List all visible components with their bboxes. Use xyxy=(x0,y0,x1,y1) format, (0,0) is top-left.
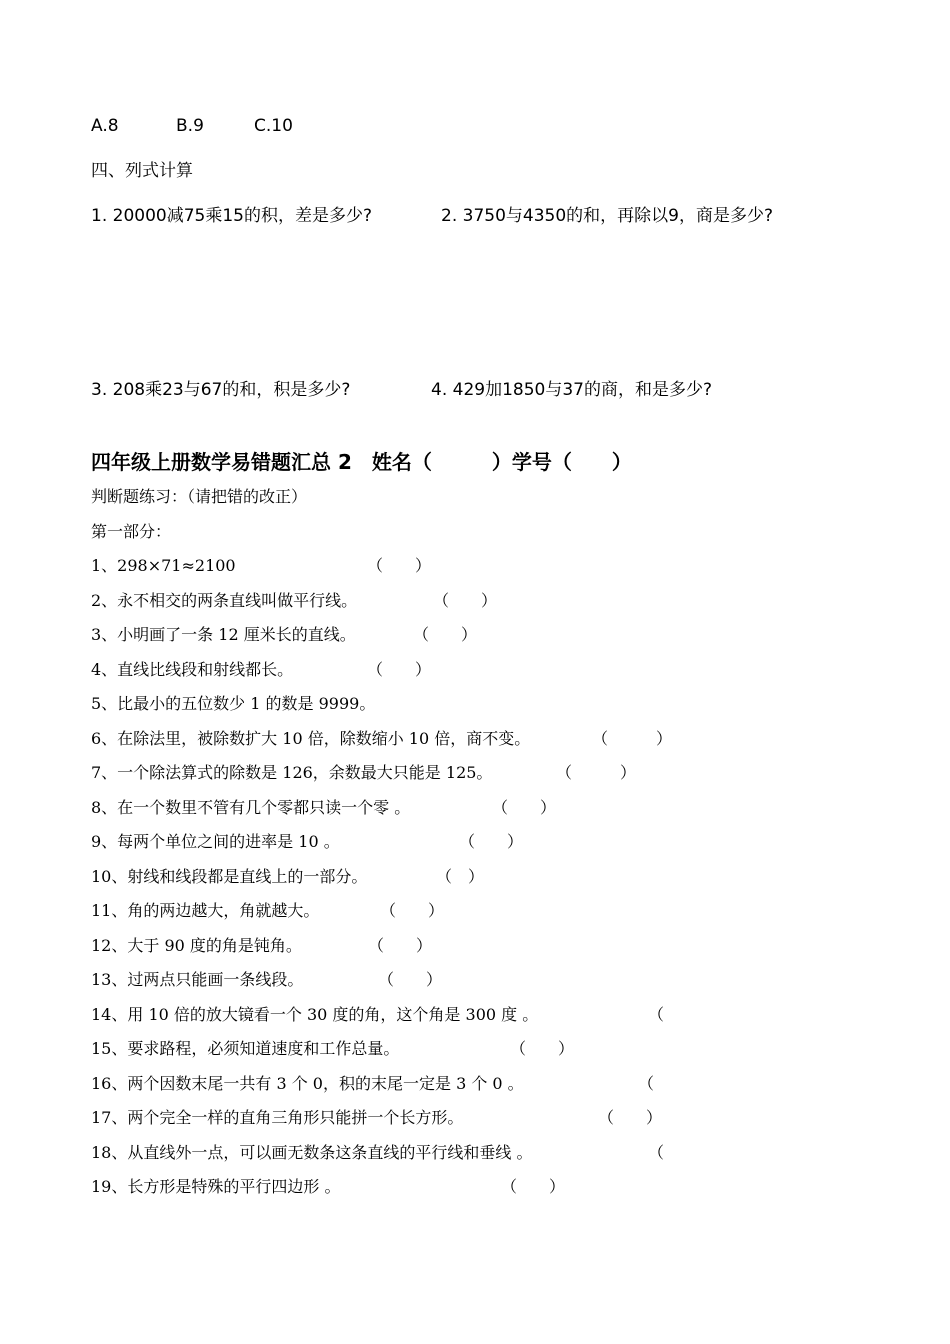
answer-blank-14[interactable]: （ xyxy=(648,1004,665,1024)
answer-blank-8[interactable]: （ ） xyxy=(492,797,557,817)
statement-8: 8、在一个数里不管有几个零都只读一个零 。 xyxy=(91,797,411,817)
answer-blank-16[interactable]: （ xyxy=(638,1073,655,1093)
statement-11: 11、角的两边越大，角就越大。 xyxy=(91,901,320,920)
calc-problem-4: 4. 429加1850与37的商，和是多少? xyxy=(431,380,712,400)
statement-1: 1、298×71≈2100 xyxy=(91,556,236,575)
answer-blank-12[interactable]: （ ） xyxy=(368,935,433,955)
statement-16: 16、两个因数末尾一共有 3 个 0，积的末尾一定是 3 个 0 。 xyxy=(91,1073,524,1093)
answer-blank-13[interactable]: （ ） xyxy=(378,970,443,989)
calc-problem-2: 2. 3750与4350的和，再除以9，商是多少? xyxy=(441,206,773,226)
answer-blank-1[interactable]: （ ） xyxy=(367,556,432,575)
answer-blank-17[interactable]: （ ） xyxy=(598,1108,663,1127)
statement-4: 4、直线比线段和射线都长。 xyxy=(91,659,294,679)
choice-a: A.8 xyxy=(91,116,119,136)
answer-blank-15[interactable]: （ ） xyxy=(510,1039,575,1058)
statement-19: 19、长方形是特殊的平行四边形 。 xyxy=(91,1177,341,1196)
statement-13: 13、过两点只能画一条线段。 xyxy=(91,970,304,989)
calc-problem-3: 3. 208乘23与67的和，积是多少? xyxy=(91,380,351,400)
answer-blank-9[interactable]: （ ） xyxy=(459,832,524,851)
statement-5: 5、比最小的五位数少 1 的数是 9999。 xyxy=(91,694,376,713)
statement-2: 2、永不相交的两条直线叫做平行线。 xyxy=(91,590,358,610)
answer-blank-4[interactable]: （ ） xyxy=(367,659,432,679)
statement-10: 10、射线和线段都是直线上的一部分。 xyxy=(91,866,368,886)
statement-6: 6、在除法里，被除数扩大 10 倍，除数缩小 10 倍，商不变。 xyxy=(91,728,531,748)
statement-12: 12、大于 90 度的角是钝角。 xyxy=(91,935,302,955)
instructions: 判断题练习：（请把错的改正） xyxy=(91,487,308,506)
answer-blank-11[interactable]: （ ） xyxy=(380,901,445,920)
calc-problem-1: 1. 20000减75乘15的积，差是多少? xyxy=(91,206,372,226)
answer-blank-2[interactable]: （ ） xyxy=(433,590,498,610)
answer-blank-10[interactable]: （ ） xyxy=(436,866,485,886)
statement-15: 15、要求路程，必须知道速度和工作总量。 xyxy=(91,1039,400,1058)
statement-17: 17、两个完全一样的直角三角形只能拼一个长方形。 xyxy=(91,1108,464,1127)
part-label: 第一部分： xyxy=(91,522,172,541)
section-title: 四、列式计算 xyxy=(91,161,193,181)
choice-c: C.10 xyxy=(254,116,293,136)
statement-18: 18、从直线外一点，可以画无数条这条直线的平行线和垂线 。 xyxy=(91,1142,533,1162)
choice-b: B.9 xyxy=(176,116,204,136)
statement-3: 3、小明画了一条 12 厘米长的直线。 xyxy=(91,625,356,644)
statement-9: 9、每两个单位之间的进率是 10 。 xyxy=(91,832,340,851)
answer-blank-3[interactable]: （ ） xyxy=(413,625,478,644)
statement-7: 7、一个除法算式的除数是 126，余数最大只能是 125。 xyxy=(91,763,493,782)
answer-blank-18[interactable]: （ xyxy=(648,1142,665,1162)
page-title: 四年级上册数学易错题汇总 2 姓名（ ）学号（ ） xyxy=(91,450,632,474)
answer-blank-19[interactable]: （ ） xyxy=(501,1177,566,1196)
answer-blank-7[interactable]: （ ） xyxy=(556,763,637,782)
answer-blank-6[interactable]: （ ） xyxy=(592,728,673,748)
statement-14: 14、用 10 倍的放大镜看一个 30 度的角，这个角是 300 度 。 xyxy=(91,1004,539,1024)
